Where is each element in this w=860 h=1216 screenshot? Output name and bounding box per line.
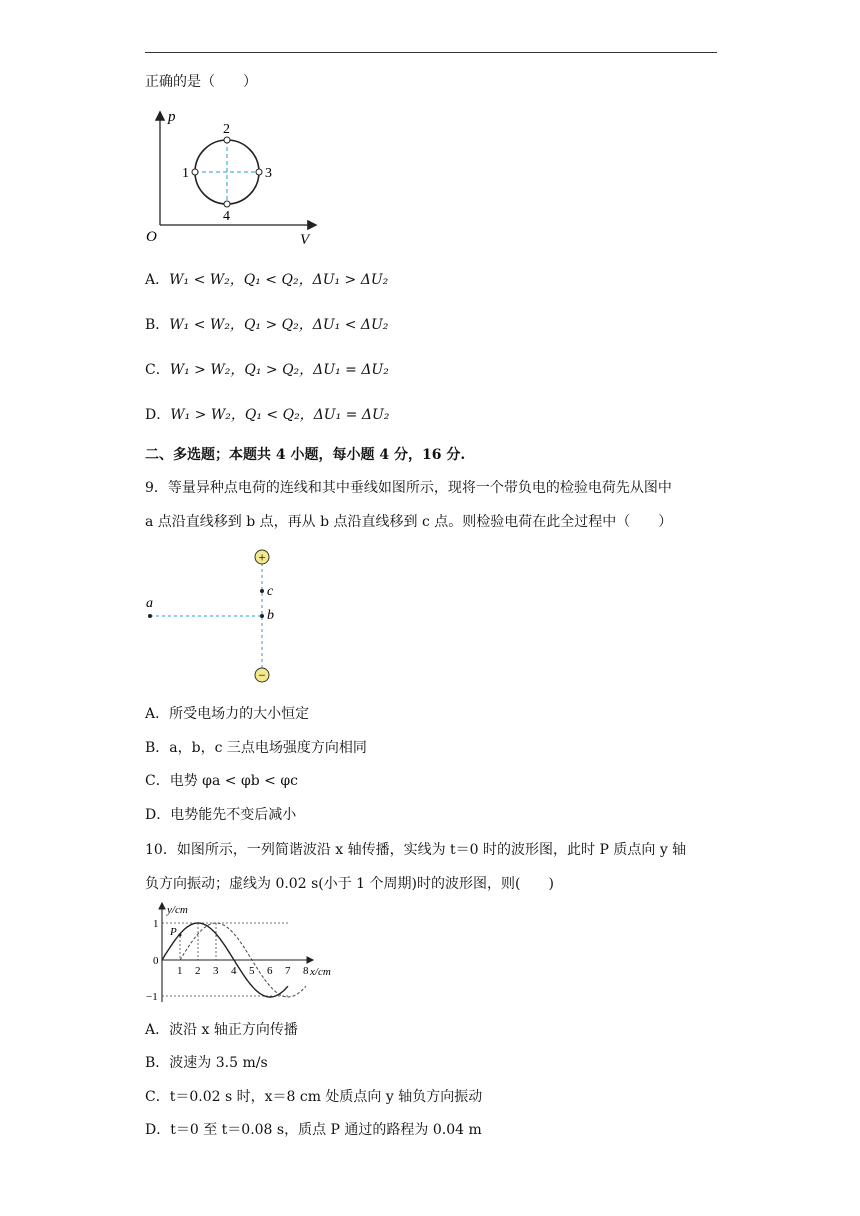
x-axis-label: x/cm xyxy=(310,966,331,978)
point-1 xyxy=(192,169,198,175)
header-rule xyxy=(145,52,717,53)
point-b xyxy=(260,614,264,618)
v-axis-label: V xyxy=(300,232,310,248)
q8-option-c[interactable]: C．W₁ > W₂，Q₁ > Q₂，ΔU₁ = ΔU₂ xyxy=(145,362,389,378)
p-axis-label: p xyxy=(168,109,176,125)
y-tick-neg1: −1 xyxy=(146,991,158,1003)
q10-stem-line1: 10．如图所示，一列简谐波沿 x 轴传播，实线为 t＝0 时的波形图，此时 P 质点向 y 轴 xyxy=(145,842,687,858)
q9-stem-line2: a 点沿直线移到 b 点，再从 b 点沿直线移到 c 点。则检验电荷在此全过程中（ ） xyxy=(145,514,673,530)
y-axis-label: y/cm xyxy=(167,904,188,916)
point-4-label: 4 xyxy=(223,209,230,224)
section-heading: 二、多选题；本题共 4 小题，每小题 4 分，16 分. xyxy=(145,447,466,463)
point-4 xyxy=(224,201,230,207)
x-tick-label: 1 xyxy=(177,965,183,977)
x-tick-label: 6 xyxy=(267,965,273,977)
q8-option-b[interactable]: B．W₁ < W₂，Q₁ > Q₂，ΔU₁ < ΔU₂ xyxy=(145,317,389,333)
y-tick-0: 0 xyxy=(153,955,159,967)
q10-stem-line2: 负方向振动；虚线为 0.02 s(小于 1 个周期)时的波形图，则( ) xyxy=(145,876,554,892)
y-tick-1: 1 xyxy=(153,918,159,930)
point-c xyxy=(260,589,264,593)
point-c-label: c xyxy=(267,584,274,599)
negative-sign: − xyxy=(258,667,266,683)
positive-sign: + xyxy=(258,549,266,565)
point-3-label: 3 xyxy=(265,166,272,181)
q9-option-a[interactable]: A．所受电场力的大小恒定 xyxy=(145,706,310,722)
point-1-label: 1 xyxy=(182,166,189,181)
q9-option-c[interactable]: C．电势 φa < φb < φc xyxy=(145,773,298,789)
q10-option-a[interactable]: A．波沿 x 轴正方向传播 xyxy=(145,1022,298,1038)
point-3 xyxy=(256,169,262,175)
point-2 xyxy=(224,137,230,143)
q9-option-b[interactable]: B．a，b，c 三点电场强度方向相同 xyxy=(145,740,367,756)
point-a-label: a xyxy=(146,596,153,611)
x-tick-label: 2 xyxy=(195,965,201,977)
point-2-label: 2 xyxy=(223,122,230,137)
charge-diagram xyxy=(140,545,290,690)
q10-option-d[interactable]: D．t＝0 至 t＝0.08 s，质点 P 通过的路程为 0.04 m xyxy=(145,1122,482,1138)
point-b-label: b xyxy=(267,608,274,623)
q8-stem-tail: 正确的是（ ） xyxy=(145,74,257,90)
pv-diagram xyxy=(140,105,325,250)
x-tick-label: 4 xyxy=(231,965,237,977)
wave-graph xyxy=(140,902,340,1007)
q8-option-a[interactable]: A．W₁ < W₂，Q₁ < Q₂，ΔU₁ > ΔU₂ xyxy=(145,272,389,288)
origin-label: O xyxy=(146,229,157,245)
point-a xyxy=(148,614,152,618)
q9-option-d[interactable]: D．电势能先不变后减小 xyxy=(145,807,297,823)
x-tick-label: 7 xyxy=(285,965,291,977)
q10-option-c[interactable]: C．t＝0.02 s 时，x＝8 cm 处质点向 y 轴负方向振动 xyxy=(145,1089,483,1105)
q9-stem-line1: 9．等量异种点电荷的连线和其中垂线如图所示，现将一个带负电的检验电荷先从图中 xyxy=(145,480,672,496)
q8-option-d[interactable]: D．W₁ > W₂，Q₁ < Q₂，ΔU₁ = ΔU₂ xyxy=(145,407,390,423)
x-tick-label: 3 xyxy=(213,965,219,977)
q10-option-b[interactable]: B．波速为 3.5 m/s xyxy=(145,1055,268,1071)
point-p xyxy=(179,934,182,937)
x-tick-label: 8 xyxy=(303,965,309,977)
x-tick-label: 5 xyxy=(249,965,255,977)
point-p-label: P xyxy=(170,926,177,938)
